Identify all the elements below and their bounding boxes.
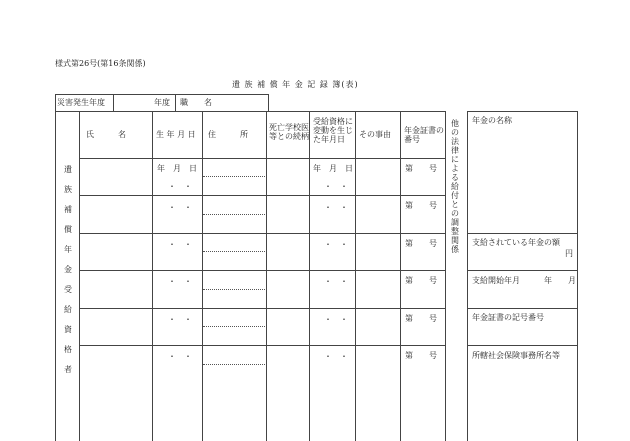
cert-number: 第 号	[405, 276, 437, 285]
change-dots: ・ ・	[324, 203, 348, 212]
change-dots: ・ ・	[324, 240, 348, 249]
cert-number: 第 号	[405, 314, 437, 323]
year-label: 年度	[154, 98, 170, 107]
change-dots: ・ ・	[324, 315, 348, 324]
birth-dots: ・ ・	[168, 352, 192, 361]
col-relation-header: 死亡学校医等との続柄	[269, 123, 309, 141]
disaster-year-label: 災害発生年度	[57, 98, 105, 107]
birth-dots: ・ ・	[168, 240, 192, 249]
cert-number: 第 号	[405, 351, 437, 360]
payment-start-label: 支給開始年月 年 月	[472, 276, 576, 285]
col-other-law-header: 他の法律による給付との調整関係	[451, 119, 459, 254]
change-dots: ・ ・	[324, 352, 348, 361]
form-reference: 様式第26号(第16条関係)	[55, 59, 146, 68]
col-change-date-header: 受給資格に変動を生じた年月日	[313, 117, 353, 144]
cert-number: 第 号	[405, 239, 437, 248]
col-name-header: 氏 名	[86, 130, 126, 139]
position-label: 職 名	[180, 98, 212, 107]
cert-number: 第 号	[405, 164, 437, 173]
cert-number: 第 号	[405, 201, 437, 210]
birth-date-ymd: 年 月 日	[157, 164, 197, 173]
change-date-ymd: 年 月 日	[313, 164, 353, 173]
side-label: 遺族補償年金受給資格者	[64, 165, 72, 374]
col-birth-header: 生 年 月 日	[156, 130, 196, 139]
change-dots: ・ ・	[324, 182, 348, 191]
birth-dots: ・ ・	[168, 315, 192, 324]
col-reason-header: その事由	[359, 130, 391, 139]
birth-dots: ・ ・	[168, 182, 192, 191]
col-cert-header: 年金証書の番号	[404, 126, 444, 144]
paid-amount-label: 支給されている年金の額	[472, 238, 560, 247]
cert-code-label: 年金証書の記号番号	[472, 313, 544, 322]
yen-label: 円	[565, 249, 573, 258]
col-address-header: 住 所	[208, 130, 248, 139]
page-title: 遺 族 補 償 年 金 記 録 簿(表)	[232, 80, 359, 89]
change-dots: ・ ・	[324, 277, 348, 286]
office-label: 所轄社会保険事務所名等	[472, 351, 560, 360]
pension-name-label: 年金の名称	[472, 116, 512, 125]
birth-dots: ・ ・	[168, 203, 192, 212]
birth-dots: ・ ・	[168, 277, 192, 286]
